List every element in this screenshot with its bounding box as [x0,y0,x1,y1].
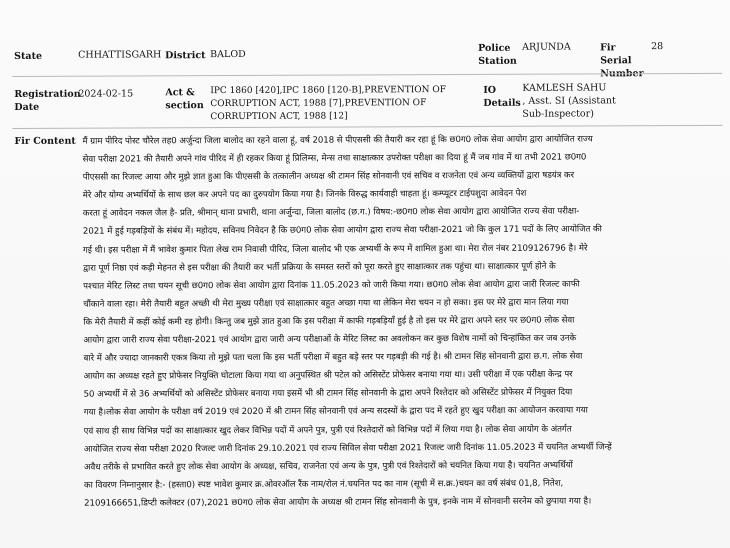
district-value: BALOD [210,48,246,61]
io-name: KAMLESH SAHU [522,82,607,94]
fir-serial-value: 28 [651,41,664,53]
act-section-label: Act & section [165,87,204,112]
fir-content-line: अवैध तरीके से प्रभावित करते हुए लोक सेवा आयोग के अध्यक्ष, सचिव, राजनेता एवं अन्य के पुत्र, पुत्री एवं रिश्तेदारों को चयनित किया गया है। चयनित अभ्यर्थियों [83,460,573,473]
fir-content-text [82,130,720,513]
fir-content-line: 2109166651,डिप्टी कलेक्टर (07),2021 छ0ग0 लोक सेवा आयोग के अध्यक्ष श्री टामन सिंह सोनवानी के पुत्र, इनके नाम में सोनवानी सरनेम को छुपाया गया है। [84,496,592,509]
fir-content-line: कि मेरी तैयारी में कहीं कोई कमी रह होगी। किन्तु जब मुझे ज्ञात हुआ कि इस परीक्षा में काफी गड़बड़ियाँ हुई है तो इस पर मेरे द्वारा अपने स्तर पर छ0ग0 लोक सेवा [83,315,575,328]
divider-middle [12,125,722,129]
fir-content-label: Fir Content [14,135,76,147]
fir-content-line: सेवा परीक्षा 2021 की तैयारी अपने गांव पीरिद में ही रहकर किया हूं प्रिलिम्स, मेन्स तथा साक्षात्कार उपरोक्त परीक्षा का दिया हूं मैं जब गांव में था तभी 2021 छ0ग0 [82,152,587,165]
police-station-value: ARJUNDA [522,41,571,53]
fir-sheet [4,17,730,546]
fir-content-line: गई थी। इस परीक्षा में मैं भावेश कुमार पिता लेख राम निवासी पीरिद, जिला बालोद भी एक अभ्यर्थी के रूप में शामिल हुआ था। मेरा रोल नंबर 2109126796 है। मेरे [82,243,588,256]
fir-content-line: का विवरण निम्नानुसार है:- (हस्ता0) स्पष्ट भावेश कुमार क्र.ओवरऑल रैंक नाम/रोल नं.चयनित पद का नाम (सूची में स.क्र.)चयन का वर्ष संबंध 01,8, नितेश, [84,478,564,491]
fir-content-line: 2021 में हुई गड़बड़ियों के संबंध में। महोदय, सविनय निवेदन है कि छ0ग0 लोक सेवा आयोग द्वारा राज्य सेवा परीक्षा-2021 जो कि कुल 171 पदों के लिए आयोजित की [82,224,602,238]
fir-content-line: द्वारा पूर्ण निष्ठा एवं कड़ी मेहनत से इस परीक्षा की तैयारी कर भर्ती प्रक्रिया के समस्त स्तरों को पूरा करते हुए साक्षात्कार तक पहुंचा था। साक्षात्कार पूर्ण होने के [83,261,556,274]
io-designation: , Asst. SI (Assistant Sub-Inspector) [522,95,616,120]
fir-content-line: करता हूं आवेदन नकल जैल है- प्रति, श्रीमान् थाना प्रभारी, थाना अर्जुन्दा, जिला बालोद (छ.ग.) विषय:-छ0ग0 लोक सेवा आयोग द्वारा आयोजित राज्य सेवा परीक्षा- [82,206,580,220]
registration-date-label: Registration Date [14,88,81,113]
police-station-label: Police Station [478,42,517,67]
fir-content-line: एवं साथ ही साथ विभिन्न पदों का साक्षात्कार खुद लेकर विभिन्न पदों में अपने पुत्र, पुत्री एवं रिश्तेदारों को विभिन्न पदों में लिया गया है। लोक सेवा आयोग के अंतर्गत [83,424,572,437]
district-label: District [165,50,206,62]
fir-content-line: चौंकाने वाला रहा। मेरी तैयारी बहुत अच्छी थी मेरा मुख्य परीक्षा एवं साक्षात्कार बहुत अच्छा गया था लेकिन मेरा चयन न हो सका। इस पर मेरे द्वारा मान लिया गया [83,297,569,310]
state-label: State [14,50,43,62]
fir-content-line: आयोग द्वारा जारी राज्य सेवा परीक्षा-2021 एवं आयोग द्वारा जारी अन्य परीक्षाओं के मेरिट लिस्ट का अवलोकन कर कुछ विशेष नामों को चिन्हांकित कर जब उनके [83,333,577,346]
fir-content-line: पीएससी का रिजल्ट आया और मुझे ज्ञात हुआ कि पीएससी के तत्कालीन अध्यक्ष श्री टामन सिंह सोनवानी एवं सचिव व राजनेता एवं अन्य व्यक्तियों द्वारा षडयंत्र कर [82,170,575,183]
act-section-value: IPC 1860 [420],IPC 1860 [120-B],PREVENTION OF CORRUPTION ACT, 1988 [7],PREVENTION OF CORRUPTION ACT, 1988 [12] [210,85,447,123]
io-details-label: IO Details [483,84,521,109]
registration-date-value: 2024-02-15 [78,88,134,100]
fir-content-line: गया है।लोक सेवा आयोग के परीक्षा वर्ष 2019 एवं 2020 में श्री टामन सिंह सोनवानी एवं अन्य सदस्यों के द्वारा पद में रहते हुए खुद परीक्षा का आयोजन करवाया गया [83,405,588,419]
fir-content-line: 50 अभ्यर्थी में से 36 अभ्यर्थियों को असिस्टेंट प्रोफेसर बनाया गया इसमें भी श्री टामन सिंह सोनवानी के द्वारा अपने रिश्तेदार को असिस्टेंट प्रोफेसर में नियुक्त दिया [83,387,573,400]
fir-content-line: आयोजित राज्य सेवा परीक्षा 2020 रिजल्ट जारी दिनांक 29.10.2021 एवं राज्य सिविल सेवा परीक्षा 2021 रिजल्ट जारी दिनांक 11.05.2023 में चयनित अभ्यर्थी जिन्हें [83,441,612,455]
fir-content-line: पश्चात मेरिट लिस्ट तथा चयन सूची छ0ग0 लोक सेवा आयोग द्वारा दिनांक 11.05.2023 को जारी किया गया। छ0ग0 लोक सेवा आयोग द्वारा जारी रिजल्ट काफी [83,279,580,292]
io-details-value [522,81,640,121]
state-value: CHHATTISGARH [78,49,162,61]
fir-content-line: मेरे और योग्य अभ्यर्थियों के साथ छल कर अपने पद का दुरुपयोग किया गया है। जिनके विरुद्ध कार्यवाही चाहता हूं। कम्प्यूटर टाईपशुदा आवेदन पेश [82,189,527,201]
fir-content-line: आयोग का अध्यक्ष रहते हुए प्रोफेसर नियुक्ति घोटाला किया गया था अनुपस्थित श्री पटेल को असिस्टेंट प्रोफेसर बनाया गया था। उसी परीक्षा में एक परीक्षा केन्द्र पर [83,369,573,382]
fir-content-line: बारे में और ज्यादा जानकारी एकत्र किया तो मुझे पता चला कि इस भर्ती परीक्षा में बहुत बड़े स्तर पर गड़बड़ी की गई है। श्री टामन सिंह सोनवानी द्वारा छ.ग. लोक सेवा [83,351,583,364]
fir-serial-label: Fir Serial Number [600,42,644,80]
fir-content-line: मैं ग्राम पीरिद पोस्ट चौरेल तह0 अर्जुन्दा जिला बालोद का रहने वाला हूं, वर्ष 2018 से पीएससी की तैयारी कर रहा हूं कि छ0ग0 लोक सेवा आयोग द्वारा आयोजित राज्य [82,134,593,147]
